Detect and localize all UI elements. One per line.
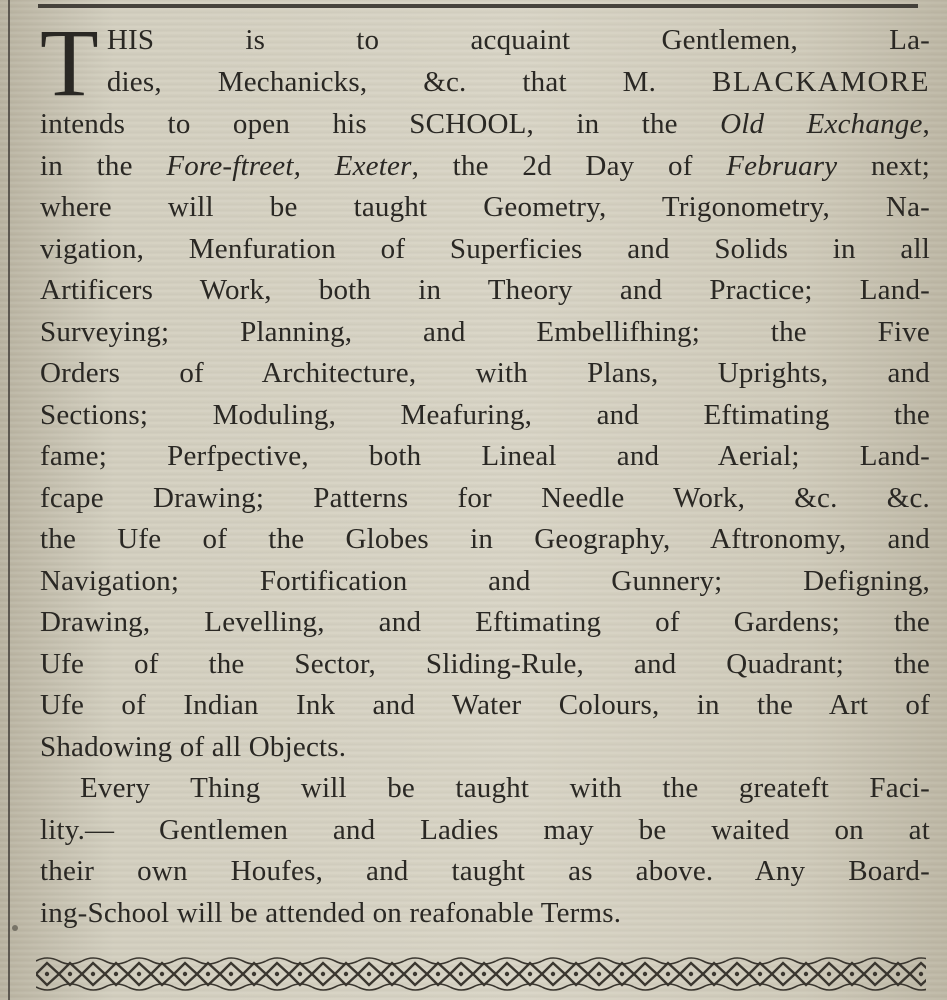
ad-line-4: in the Fore-ftreet, Exeter, the 2d Day of February next; [40, 149, 931, 182]
ad-line-9: Orders of Architecture, with Plans, Uprights, and [40, 357, 930, 389]
ad-line-1: HIS is to acquaint Gentlemen, La- [106, 24, 930, 56]
ornamental-border [36, 955, 926, 993]
ad-line-19: Every Thing will be taught with the greateft Faci- [80, 772, 930, 804]
ad-line-6: vigation, Menfuration of Superficies and Solids in all [40, 232, 930, 265]
ad-line-2: dies, Mechanicks, &c. that M. BLACKAMORE [106, 65, 930, 98]
ad-line-16: Ufe of the Sector, Sliding-Rule, and Quadrant; the [40, 647, 930, 680]
ad-line-18: Shadowing of all Objects. [40, 730, 347, 763]
drop-cap: T [40, 20, 99, 104]
ad-line-15: Drawing, Levelling, and Eftimating of Gardens; the [40, 606, 930, 638]
advertisement-text [40, 20, 930, 934]
ad-line-21: their own Houfes, and taught as above. Any Board- [40, 855, 930, 887]
ornament-pattern [36, 955, 926, 993]
ad-line-17: Ufe of Indian Ink and Water Colours, in the Art of [40, 689, 930, 721]
ad-line-7: Artificers Work, both in Theory and Practice; Land- [40, 274, 930, 306]
ad-line-11: fame; Perfpective, both Lineal and Aerial; Land- [40, 440, 930, 472]
ad-line-3: intends to open his SCHOOL, in the Old Exchange, [40, 108, 930, 140]
ad-line-13: the Ufe of the Globes in Geography, Aftronomy, and [40, 523, 930, 555]
ad-line-14: Navigation; Fortification and Gunnery; Defigning, [40, 564, 930, 597]
ad-line-22: ing-School will be attended on reafonable Terms. [40, 896, 622, 929]
ad-line-8: Surveying; Planning, and Embellifhing; the Five [40, 315, 930, 348]
column-rule [8, 0, 10, 1000]
opening-block [40, 20, 930, 104]
top-divider-rule [38, 4, 918, 8]
ink-blot [12, 925, 18, 931]
ad-line-5: where will be taught Geometry, Trigonometry, Na- [40, 191, 930, 223]
ad-line-20: lity.— Gentlemen and Ladies may be waited on at [40, 813, 930, 846]
ad-line-12: fcape Drawing; Patterns for Needle Work, &c. &c. [40, 481, 930, 514]
ad-line-10: Sections; Moduling, Meafuring, and Eftimating the [40, 398, 930, 431]
